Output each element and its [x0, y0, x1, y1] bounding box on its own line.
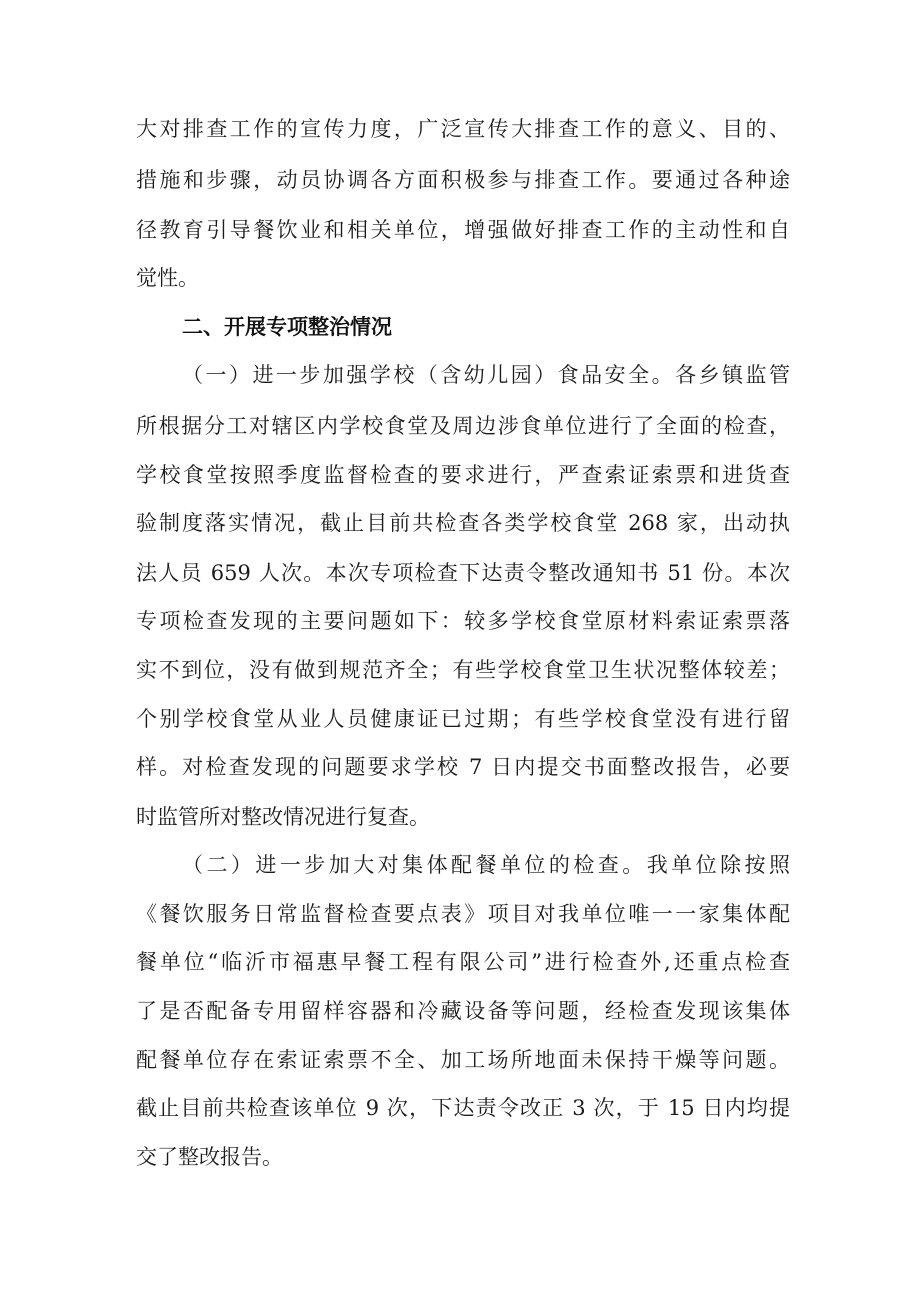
- para2-line-5: 配餐单位存在索证索票不全、加工场所地面未保持干燥等问题。: [136, 1048, 790, 1072]
- intro-line-4: 觉性。: [136, 266, 199, 290]
- para1-line-1: （一）进一步加强学校（含幼儿园）食品安全。各乡镇监管: [182, 363, 790, 387]
- para2-line-6: 截止目前共检查该单位 9 次，下达责令改正 3 次，于 15 日内均提: [136, 1096, 790, 1120]
- intro-line-2: 措施和步骤，动员协调各方面积极参与排查工作。要通过各种途: [136, 168, 790, 192]
- para2-line-2: 《餐饮服务日常监督检查要点表》项目对我单位唯一一家集体配: [136, 902, 790, 926]
- para2-line-1: （二）进一步加大对集体配餐单位的检查。我单位除按照: [182, 853, 790, 877]
- para1-line-2: 所根据分工对辖区内学校食堂及周边涉食单位进行了全面的检查，: [136, 414, 790, 438]
- para1-line-7: 实不到位，没有做到规范齐全；有些学校食堂卫生状况整体较差；: [136, 658, 790, 682]
- para1-line-9: 样。对检查发现的问题要求学校 7 日内提交书面整改报告，必要: [136, 755, 790, 779]
- para1-line-8: 个别学校食堂从业人员健康证已过期；有些学校食堂没有进行留: [136, 707, 790, 731]
- para2-line-3: 餐单位“临沂市福惠早餐工程有限公司”进行检查外,还重点检查: [136, 950, 790, 974]
- para1-line-3: 学校食堂按照季度监督检查的要求进行，严查索证索票和进货查: [136, 463, 790, 487]
- para1-line-6: 专项检查发现的主要问题如下：较多学校食堂原材料索证索票落: [136, 609, 790, 633]
- para2-line-7: 交了整改报告。: [136, 1145, 283, 1169]
- intro-line-1: 大对排查工作的宣传力度，广泛宣传大排查工作的意义、目的、: [136, 117, 790, 141]
- section-heading: 二、开展专项整治情况: [182, 315, 392, 339]
- para1-line-4: 验制度落实情况，截止目前共检查各类学校食堂 268 家，出动执: [136, 511, 790, 535]
- para1-line-10: 时监管所对整改情况进行复查。: [136, 805, 430, 829]
- intro-line-3: 径教育引导餐饮业和相关单位，增强做好排查工作的主动性和自: [136, 218, 790, 242]
- para1-line-5: 法人员 659 人次。本次专项检查下达责令整改通知书 51 份。本次: [136, 561, 790, 585]
- para2-line-4: 了是否配备专用留样容器和冷藏设备等问题，经检查发现该集体: [136, 999, 790, 1023]
